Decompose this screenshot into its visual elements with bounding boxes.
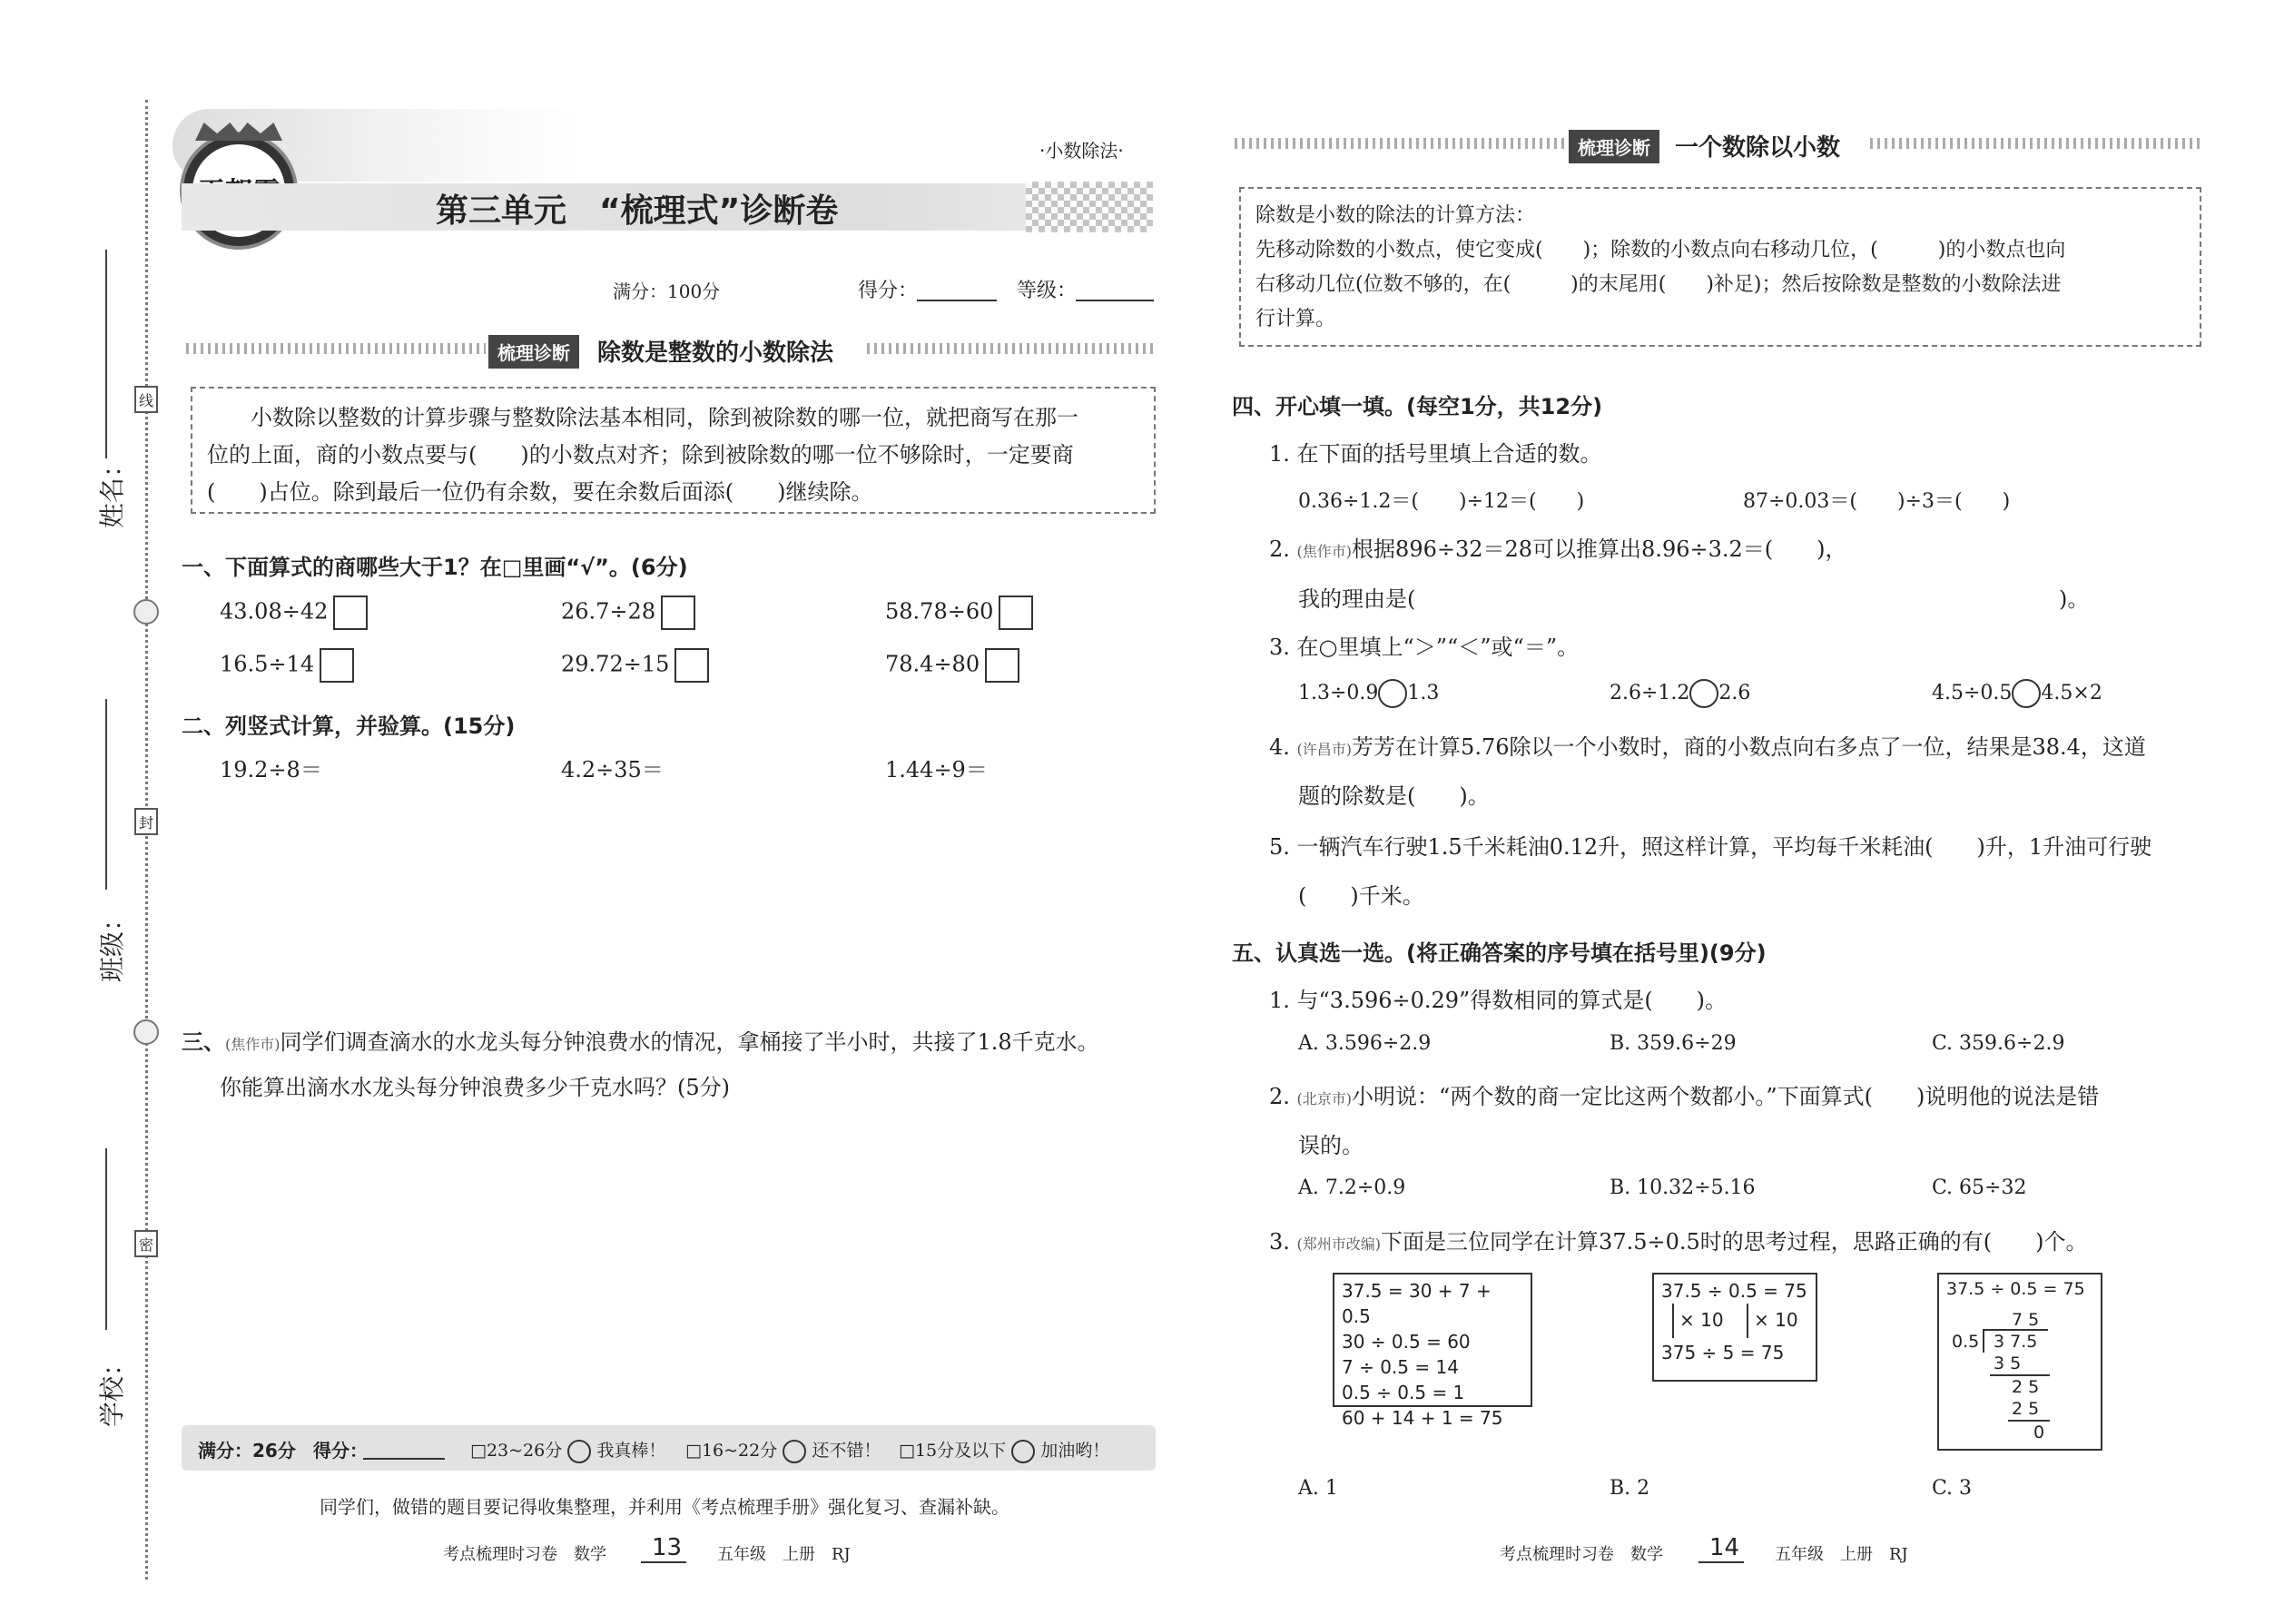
q4-3-item: 1.3÷0.9 1.3 (1298, 679, 1439, 708)
fig3-quotient: 7 5 (2012, 1310, 2040, 1330)
compare-circle[interactable] (1689, 679, 1718, 708)
page-number: 13 (652, 1534, 683, 1561)
seal-mark-secret: 密 (134, 1230, 158, 1257)
arrow-down-icon (1672, 1304, 1674, 1338)
page-number-right: 14 (1709, 1534, 1740, 1561)
binding-hole-icon (133, 1019, 159, 1045)
q5-2b: 误的。 (1298, 1133, 1364, 1158)
dash-bar (1870, 138, 2201, 149)
name-label: 姓名： (97, 451, 128, 529)
intro-line: 位的上面，商的小数点要与( )的小数点对齐；除到被除数的哪一位不够除时，一定要商 (207, 442, 1074, 468)
q5-3-opt[interactable]: A. 1 (1298, 1477, 1338, 1500)
q1-item: 16.5÷14 (220, 648, 354, 683)
q1-item: 58.78÷60 (885, 595, 1033, 630)
q5-2-opt[interactable]: B. 10.32÷5.16 (1610, 1176, 1756, 1199)
q5-1-opt[interactable]: B. 359.6÷29 (1610, 1032, 1737, 1055)
intro-line: 先移动除数的小数点，使它变成( )；除数的小数点向右移动几位，( )的小数点也向 (1255, 239, 2066, 261)
smile-icon (567, 1440, 591, 1463)
score-label: 得分： (858, 280, 919, 302)
page-number-underline (1698, 1561, 1744, 1563)
school-label: 学校： (97, 1350, 128, 1428)
fig3-step: 2 5 (2012, 1399, 2040, 1419)
scorebar-blank[interactable] (363, 1458, 445, 1460)
q4-5b: ( )千米。 (1298, 883, 1424, 909)
footer-right: 五年级 上册 RJ (717, 1545, 851, 1564)
q4-1b: 87÷0.03＝( )÷3＝( ) (1743, 490, 2011, 513)
cheer-icon (1011, 1440, 1035, 1463)
full-score: 满分：100分 (613, 281, 721, 302)
q5-3-opt[interactable]: C. 3 (1932, 1477, 1973, 1500)
q4-heading: 四、开心填一填。(每空1分，共12分) (1232, 394, 1603, 419)
scorebar-full: 满分：26分 (198, 1440, 296, 1462)
figure-method-3 (1937, 1273, 2102, 1451)
name-line (105, 250, 107, 458)
q2-item: 1.44÷9＝ (885, 757, 988, 782)
q1-item: 26.7÷28 (561, 595, 695, 630)
compare-circle[interactable] (2012, 679, 2041, 708)
fig3-divisor: 0.5 (1952, 1332, 1980, 1352)
school-line (105, 1148, 107, 1330)
q5-3: 3. (郑州市改编)下面是三位同学在计算37.5÷0.5时的思考过程，思路正确的有( )个。 (1269, 1229, 2088, 1255)
intro-line: 右移动几位(位数不够的，在( )的末尾用( )补足)；然后按除数是整数的小数除法进 (1255, 273, 2062, 296)
scorebar-range-3: □15分及以下 加油哟！ (899, 1437, 1109, 1463)
fig3-dividend: 3 7.5 (1994, 1332, 2038, 1352)
page-title: 第三单元 “梳理式”诊断卷 (436, 192, 839, 230)
dash-bar (867, 343, 1157, 354)
seal-mark-seal: 封 (134, 808, 158, 835)
q4-3-item: 4.5÷0.5 4.5×2 (1932, 679, 2102, 708)
fig3-top: 37.5 ÷ 0.5 = 75 (1946, 1279, 2085, 1299)
answer-box[interactable] (320, 648, 354, 683)
q5-1-opt[interactable]: A. 3.596÷2.9 (1298, 1032, 1432, 1055)
fig3-step: 2 5 (2012, 1377, 2040, 1397)
intro-line: ( )占位。除到最后一位仍有余数，要在余数后面添( )继续除。 (207, 479, 873, 505)
section-tag: 梳理诊断 (488, 335, 579, 369)
answer-box[interactable] (333, 595, 368, 630)
q5-2-opt[interactable]: A. 7.2÷0.9 (1298, 1176, 1406, 1199)
answer-box[interactable] (674, 648, 709, 683)
q4-2-reason-end: )。 (2059, 586, 2090, 612)
reminder: 同学们，做错的题目要记得收集整理，并利用《考点梳理手册》强化复习、查漏补缺。 (320, 1496, 1009, 1518)
dash-bar (1235, 138, 1566, 149)
q1-item: 78.4÷80 (885, 648, 1019, 683)
seal-mark-line: 线 (134, 386, 158, 413)
q4-1a: 0.36÷1.2＝( )÷12＝( ) (1298, 490, 1585, 513)
checker-decoration (1026, 182, 1153, 232)
q5-1-opt[interactable]: C. 359.6÷2.9 (1932, 1032, 2065, 1055)
grade-blank[interactable] (1076, 300, 1154, 301)
class-label: 班级： (97, 905, 128, 983)
face-icon (783, 1440, 806, 1463)
q1-item: 43.08÷42 (220, 595, 368, 630)
q4-1: 1. 在下面的括号里填上合适的数。 (1269, 441, 1602, 467)
answer-box[interactable] (985, 648, 1019, 683)
binding-dotted-line (145, 100, 148, 1580)
scorebar-range-2: □16~22分 还不错！ (685, 1437, 881, 1463)
q5-2: 2. (北京市)小明说：“两个数的商一定比这两个数都小。”下面算式( )说明他的说法是错 (1269, 1084, 2100, 1109)
intro-line: 行计算。 (1255, 308, 1336, 330)
q5-heading: 五、认真选一选。(将正确答案的序号填在括号里)(9分) (1232, 940, 1767, 966)
score-blank[interactable] (917, 300, 997, 301)
section-title-right: 一个数除以小数 (1675, 134, 1841, 162)
answer-box[interactable] (999, 595, 1033, 630)
q3-line2: 你能算出滴水水龙头每分钟浪费多少千克水吗？(5分) (220, 1075, 730, 1100)
figure-method-1: 37.5 = 30 + 7 + 0.5 30 ÷ 0.5 = 60 7 ÷ 0.5 = 14 0.5 ÷ 0.5 = 1 60 + 14 + 1 = 75 (1333, 1273, 1532, 1407)
q5-3-opt[interactable]: B. 2 (1610, 1477, 1650, 1500)
q4-4: 4. (许昌市)芳芳在计算5.76除以一个小数时，商的小数点向右多点了一位，结果是38.4，这道 (1269, 734, 2146, 760)
dash-bar (186, 343, 486, 354)
q2-item: 19.2÷8＝ (220, 757, 322, 782)
page-number-underline (641, 1561, 686, 1563)
footer-right-right: 五年级 上册 RJ (1775, 1545, 1908, 1564)
fig3-bracket-side (1983, 1329, 1984, 1353)
binding-hole-icon (133, 599, 159, 625)
q4-2: 2. (焦作市)根据896÷32＝28可以推算出8.96÷3.2＝( )， (1269, 536, 1847, 562)
q5-2-opt[interactable]: C. 65÷32 (1932, 1176, 2027, 1199)
corner-tag: ·小数除法· (1039, 140, 1124, 162)
fig3-step: 3 5 (1994, 1353, 2022, 1373)
fig2-bottom: 375 ÷ 5 = 75 (1661, 1342, 1785, 1363)
arrow-down-icon (1747, 1304, 1748, 1338)
scorebar-range-1: □23~26分 我真棒！ (470, 1437, 665, 1463)
fig3-remainder: 0 (2033, 1422, 2045, 1442)
q4-3-item: 2.6÷1.2 2.6 (1610, 679, 1750, 708)
section-title: 除数是整数的小数除法 (597, 340, 834, 367)
intro-line: 小数除以整数的计算步骤与整数除法基本相同，除到被除数的哪一位，就把商写在那一 (207, 405, 1078, 430)
footer-left-right: 考点梳理时习卷 数学 (1500, 1545, 1663, 1564)
q5-1: 1. 与“3.596÷0.29”得数相同的算式是( )。 (1269, 988, 1728, 1013)
q4-4b: 题的除数是( )。 (1298, 783, 1490, 809)
q2-item: 4.2÷35＝ (561, 757, 664, 782)
answer-box[interactable] (661, 595, 695, 630)
class-line (105, 699, 107, 890)
q4-2-reason: 我的理由是( (1298, 586, 1416, 612)
q4-3: 3. 在○里填上“＞”“＜”或“＝”。 (1269, 635, 1580, 660)
q3-line1: 三、(焦作市)同学们调查滴水的水龙头每分钟浪费水的情况，拿桶接了半小时，共接了1.8千克水。 (182, 1029, 1099, 1055)
fig2-top: 37.5 ÷ 0.5 = 75 (1661, 1280, 1807, 1302)
q1-heading: 一、下面算式的商哪些大于1？在□里画“√”。(6分) (182, 555, 688, 580)
compare-circle[interactable] (1378, 679, 1407, 708)
fig2-mid-left: × 10 (1679, 1309, 1724, 1331)
q1-item: 29.72÷15 (561, 648, 709, 683)
fig2-mid-right: × 10 (1754, 1309, 1798, 1331)
q4-5: 5. 一辆汽车行驶1.5千米耗油0.12升，照这样计算，平均每千米耗油( )升，1升油可行驶 (1269, 834, 2152, 860)
grade-label: 等级： (1017, 280, 1078, 302)
figure-method-2 (1652, 1273, 1817, 1382)
q2-heading: 二、列竖式计算，并验算。(15分) (182, 714, 516, 739)
footer-left: 考点梳理时习卷 数学 (443, 1545, 606, 1564)
scorebar-score: 得分： (313, 1440, 368, 1462)
section-tag-right: 梳理诊断 (1569, 130, 1659, 163)
intro-line: 除数是小数的除法的计算方法： (1255, 204, 1536, 227)
